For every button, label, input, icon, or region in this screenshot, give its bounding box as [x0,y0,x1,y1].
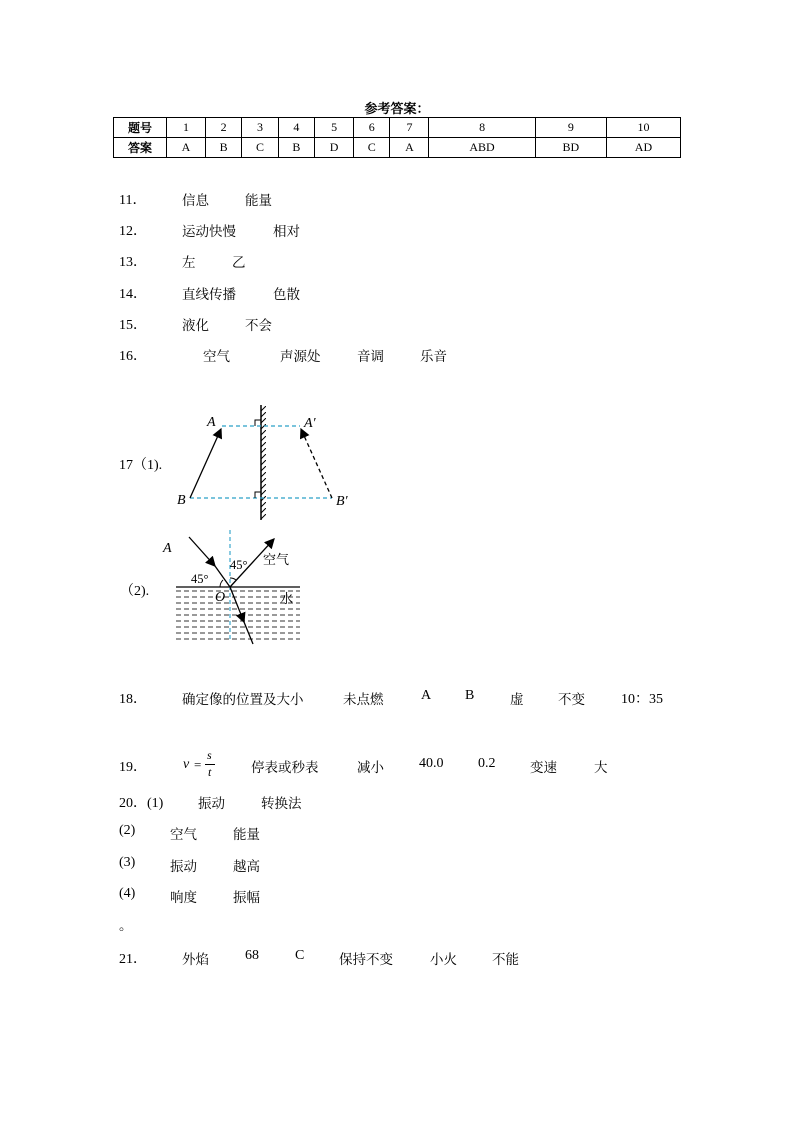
point-a-label: A [163,541,172,556]
question-number: 5 [315,118,354,138]
question-number: 21． [119,952,147,967]
question-number: 4 [278,118,314,138]
answer-text: 虚 [510,692,524,708]
answer-cell: AD [606,138,680,158]
page-title: 参考答案： [364,102,430,117]
answer-text: 相对 [273,224,300,240]
answer-text: 40.0 [419,756,444,771]
image-arrow [301,429,332,498]
answer-cell: B [206,138,242,158]
answer-text: 小火 [430,952,457,968]
question-number: 16． [119,349,147,364]
answer-cell: A [390,138,429,158]
answer-label: 答案 [114,138,167,158]
answer-text: 液化 [182,318,209,334]
angle-arc [220,580,223,587]
table-row [114,118,681,138]
question-label: (2) [119,823,136,838]
question-number: 9 [535,118,606,138]
question-label: (3) [119,855,136,870]
velocity-formula [183,748,223,780]
answer-text: 停表或秒表 [251,760,319,776]
formula-v: v [183,757,190,772]
question-number: 10 [606,118,680,138]
question-number: 1 [167,118,206,138]
formula-equals: = [194,757,202,772]
answer-text: 空气 [170,827,197,843]
question-label: （2). [120,584,150,599]
answer-text: 空气 [203,349,230,365]
answer-cell: C [354,138,390,158]
question-label: 17（1). [119,458,163,473]
mirror-hatch [261,405,266,520]
angle-arc [230,578,236,580]
answer-text: 振动 [170,859,197,875]
answer-text: 能量 [245,193,272,209]
answer-text: 转换法 [261,796,302,812]
answer-text: 外焰 [182,952,209,968]
question-number: 13． [119,255,147,270]
answer-text: 确定像的位置及大小 [182,692,304,708]
formula-t: t [208,765,212,779]
question-label: (4) [119,886,136,901]
answer-text: 不能 [492,952,519,968]
answer-cell: C [242,138,278,158]
answer-text: 0.2 [478,756,496,771]
question-number: 3 [242,118,278,138]
answer-text: 乐音 [420,349,447,365]
angle-label: 45° [230,558,248,572]
answer-table [113,117,681,158]
answer-text: 色散 [273,287,300,303]
answer-cell: ABD [429,138,535,158]
water-label: 水 [280,592,294,607]
question-number: 2 [206,118,242,138]
answer-cell: D [315,138,354,158]
point-a-prime-label: A′ [304,416,316,431]
header-label: 题号 [114,118,167,138]
answer-text: 信息 [182,193,209,209]
answer-text: 10：35 [621,692,663,707]
angle-label: 45° [191,572,209,586]
answer-text: 音调 [357,349,384,365]
answer-text: 左 [182,255,196,271]
answer-text: 运动快慢 [182,224,236,240]
answer-text: C [295,948,305,963]
answer-text: 未点燃 [343,692,384,708]
answer-text: B [465,688,475,703]
point-o-label: O [215,590,226,605]
period-text: 。 [119,918,133,934]
answer-cell: B [278,138,314,158]
incident-ray-end [215,566,230,587]
answer-text: 不变 [558,692,585,708]
question-number: 8 [429,118,535,138]
table-row [114,138,681,158]
answer-text: 不会 [245,318,272,334]
answer-cell: BD [535,138,606,158]
question-number: 12． [119,224,147,239]
point-a-label: A [207,415,216,430]
point-b-prime-label: B′ [336,494,348,509]
point-b-label: B [177,493,186,508]
question-number: 14． [119,287,147,302]
answer-text: 68 [245,948,259,963]
question-number: 18． [119,692,147,707]
formula-s: s [207,748,212,762]
answer-text: A [421,688,432,703]
question-number: 11． [119,193,147,208]
answer-text: 越高 [233,859,260,875]
answer-text: 响度 [170,890,197,906]
answer-text: 大 [594,760,608,776]
answer-text: 变速 [530,760,557,776]
answer-text: 振动 [198,796,225,812]
answer-text: 声源处 [280,349,321,365]
right-angle-mark [255,420,261,426]
answer-text: 保持不变 [339,952,393,968]
answer-text: 振幅 [233,890,260,906]
incident-ray [189,537,215,566]
object-arrow [190,429,221,498]
answer-text: 直线传播 [182,287,236,303]
refraction-diagram [160,528,305,646]
question-number: 7 [390,118,429,138]
answer-text: 乙 [232,255,246,271]
question-number: 20．(1) [119,796,164,811]
mirror-image-diagram [170,400,360,525]
right-angle-mark [255,492,261,498]
answer-text: 减小 [357,760,384,776]
answer-text: 能量 [233,827,260,843]
air-label: 空气 [263,553,290,568]
question-number: 19． [119,760,147,775]
answer-cell: A [167,138,206,158]
question-number: 6 [354,118,390,138]
question-number: 15． [119,318,147,333]
